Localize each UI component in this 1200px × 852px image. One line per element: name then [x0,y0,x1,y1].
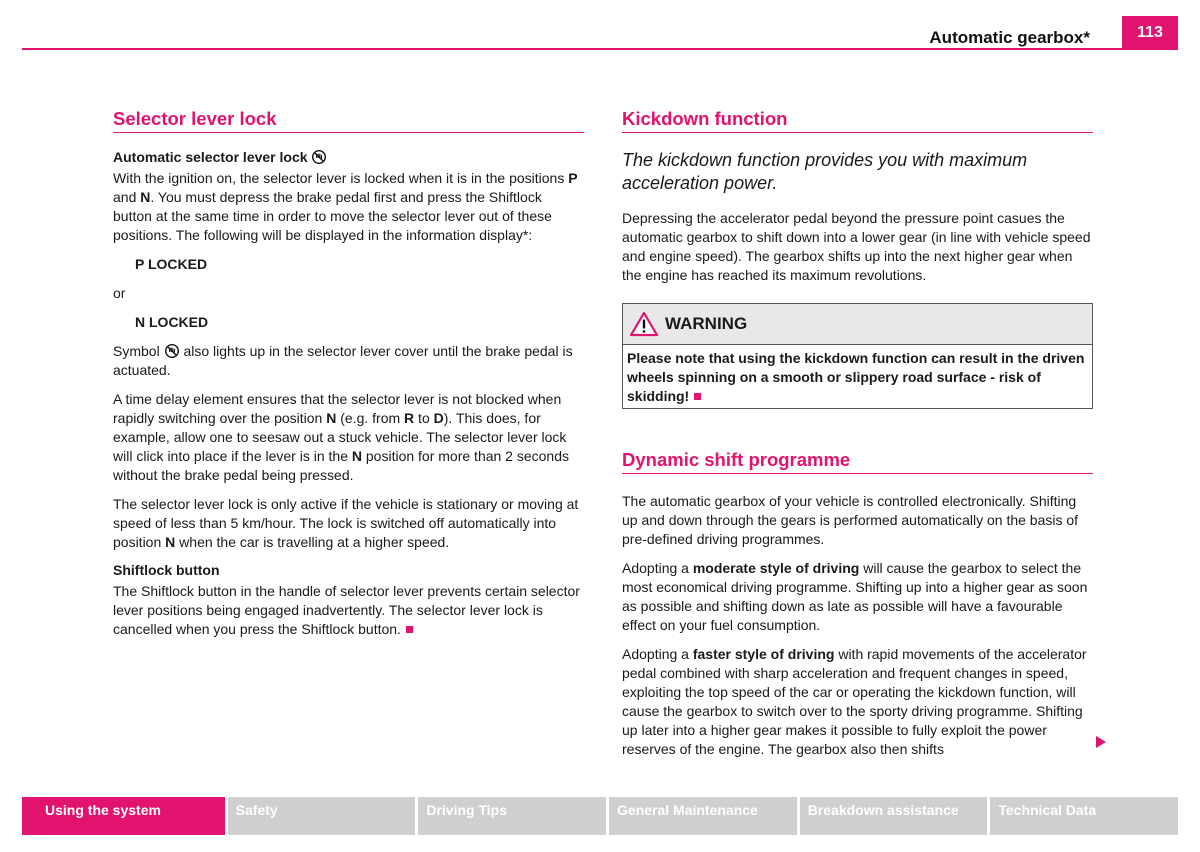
display-p-locked: P LOCKED [135,256,208,272]
footer-tab-technical-data[interactable]: Technical Data [990,797,1178,835]
paragraph-time-delay: A time delay element ensures that the selector lever is not blocked when rapidly switching over the position N (e.g. from R to D). This does, for example, allow one to seesaw out a stuck vehicle. The selector lever lock will click into place if the lever is in the N position for more than 2 seconds without the brake pedal being pressed. [113,391,570,483]
section-end-marker [406,626,413,633]
paragraph-lock-active: The selector lever lock is only active if the vehicle is stationary or moving at speed of less than 5 km/hour. The lock is switched off automatically into position N when the car is travelling at a higher speed. [113,496,579,550]
footer-tab-general-maintenance[interactable]: General Maintenance [609,797,797,835]
warning-title: WARNING [665,314,748,333]
footer-tab-breakdown-assistance[interactable]: Breakdown assistance [800,797,988,835]
section-end-marker [694,393,701,400]
text-or: or [113,285,126,301]
paragraph-kickdown: Depressing the accelerator pedal beyond the pressure point casues the automatic gearbox to shift down into a lower gear (in line with vehicle speed and engine speed). The gearbox shifts up into the next higher gear when the engine has reached its maximum revolutions. [622,210,1091,283]
display-n-locked: N LOCKED [135,314,209,330]
warning-triangle-icon [629,311,659,337]
right-column [622,108,1093,769]
footer-tab-using-the-system[interactable]: Using the system [22,797,225,835]
warning-box [622,303,1093,409]
paragraph-lever-locked: With the ignition on, the selector lever is locked when it is in the positions P and N. You must depress the brake pedal first and press the Shiftlock button at the same time in order to move the selector lever out of these positions. The following will be displayed in the information display*: [113,170,578,243]
paragraph-faster-style: Adopting a faster style of driving with rapid movements of the accelerator pedal combined with sharp acceleration and frequent changes in speed, exploiting the top speed of the car or operating the kickdown function, will cause the gearbox to switch over to the sporty driving programme. Shifting up later into a higher gear makes it possible to fully exploit the power reserves of the engine. The gearbox also then shifts [622,646,1087,757]
heading-selector-lever-lock: Selector lever lock [113,108,584,133]
subheading-shiftlock-button: Shiftlock button [113,562,220,578]
heading-dynamic-shift-programme: Dynamic shift programme [622,449,1093,474]
footer-tab-driving-tips[interactable]: Driving Tips [418,797,606,835]
paragraph-symbol-lights: Symbol also lights up in the selector lever cover until the brake pedal is actuated. [113,343,573,378]
subheading-automatic-selector-lever-lock: Automatic selector lever lock [113,149,584,165]
continue-arrow-icon[interactable] [1095,735,1107,749]
warning-body: Please note that using the kickdown function can result in the driven wheels spinning on a smooth or slippery road surface - risk of skidding! [627,350,1085,404]
footer-nav [22,797,1178,835]
header-rule [22,48,1178,50]
page-header-title: Automatic gearbox* [929,28,1090,47]
paragraph-shiftlock: The Shiftlock button in the handle of selector lever prevents certain selector lever positions being engaged inadvertently. The selector lever lock is cancelled when you press the Shiftlock button. [113,583,580,637]
left-column [113,108,584,649]
paragraph-moderate-style: Adopting a moderate style of driving will cause the gearbox to select the most economical driving programme. Shifting up into a higher gear as soon as possible and shifting down as late as possible will have a favourable effect on your fuel consumption. [622,560,1088,633]
selector-lock-symbol-icon [311,149,327,165]
selector-lock-symbol-icon [164,343,180,359]
warning-header [623,304,1092,345]
footer-tab-safety[interactable]: Safety [228,797,416,835]
heading-kickdown-function: Kickdown function [622,108,1093,133]
paragraph-electronic-control: The automatic gearbox of your vehicle is controlled electronically. Shifting up and down through the gears is performed automatically on the basis of pre-defined driving programmes. [622,493,1079,547]
page-number: 113 [1122,16,1178,50]
kickdown-lead-text: The kickdown function provides you with maximum acceleration power. [622,150,1028,193]
